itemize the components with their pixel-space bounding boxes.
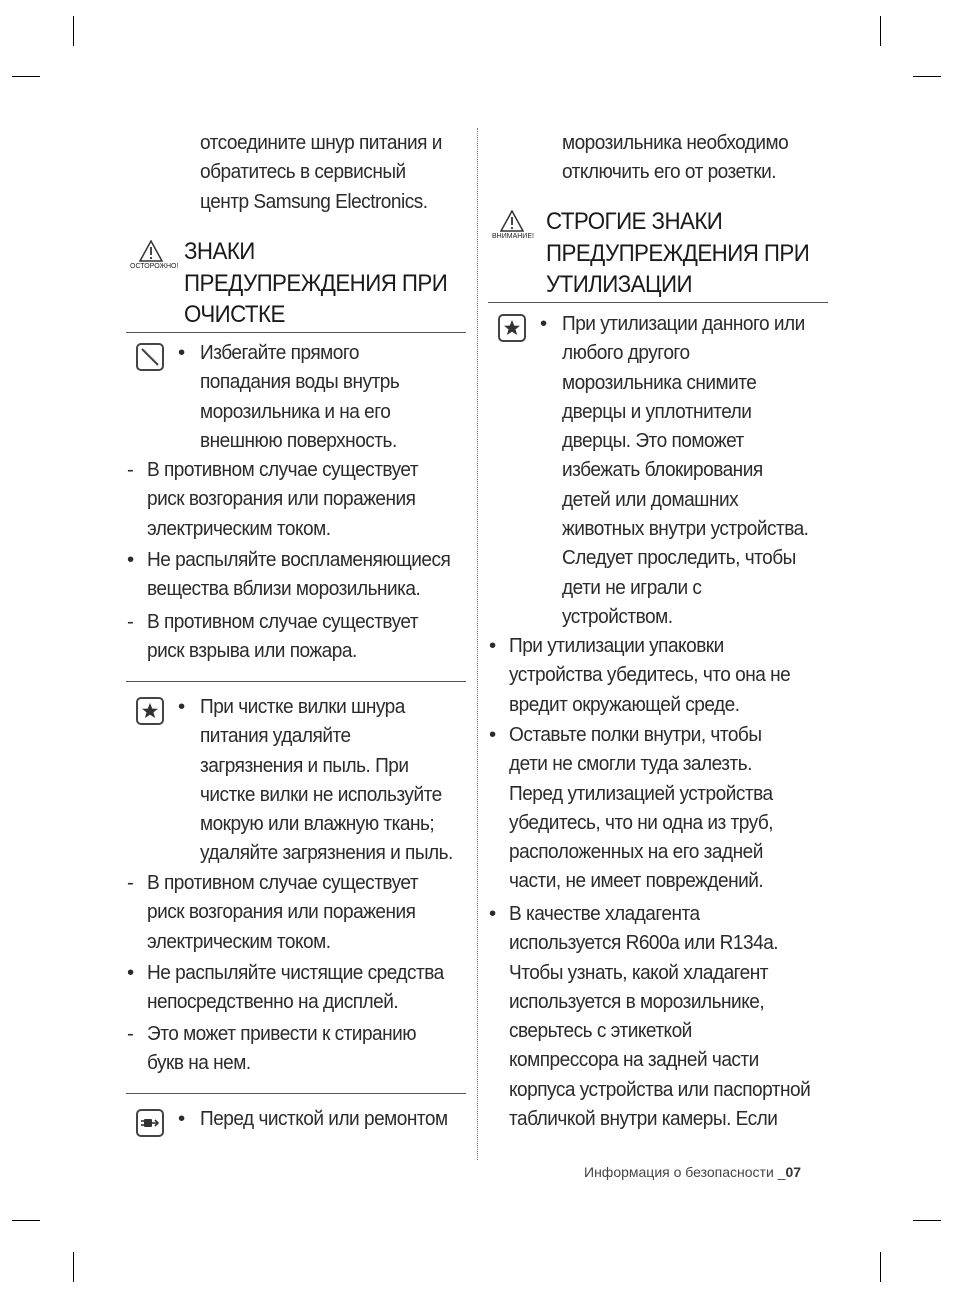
text-line: части, не имеет повреждений. (509, 869, 764, 893)
column-divider (477, 128, 478, 1160)
item-text (509, 899, 810, 1133)
text-line: электрическим током. (147, 929, 331, 953)
text-line: используется R600a или R134a. (509, 931, 779, 955)
text-line: попадания воды внутрь (200, 370, 400, 394)
text-line: риск возгорания или поражения (147, 487, 416, 511)
text-line: риск взрыва или пожара. (147, 639, 357, 663)
warning-triangle-icon (500, 210, 524, 232)
text-line: вещества вблизи морозильника. (147, 577, 421, 601)
text-line: В качестве хладагента (509, 902, 700, 925)
text-line: электрическим током. (147, 516, 331, 540)
prohibited-icon (136, 343, 164, 371)
text-line: риск возгорания или поражения (147, 900, 416, 924)
text-line: При чистке вилки шнура (200, 695, 405, 718)
text-line: Не распыляйте чистящие средства (147, 961, 444, 984)
heading-line: СТРОГИЕ ЗНАКИ (546, 208, 723, 235)
text-line: При утилизации данного или (562, 312, 805, 335)
item-text (509, 631, 790, 719)
text-line: Это может привести к стиранию (147, 1022, 417, 1045)
page-footer (584, 1164, 801, 1180)
heading-line: ПРЕДУПРЕЖДЕНИЯ ПРИ (546, 239, 810, 267)
text-line: удаляйте загрязнения и пыль. (200, 841, 453, 865)
text-line: Следует проследить, чтобы (562, 546, 796, 570)
item-text (200, 338, 399, 455)
text-line: сверьтесь с этикеткой (509, 1019, 692, 1043)
heading-line: УТИЛИЗАЦИИ (546, 271, 692, 298)
heading-line: ЗНАКИ (184, 238, 255, 265)
text-line: дверцы и уплотнители (562, 399, 752, 423)
text-line: обратитесь в сервисный (200, 160, 406, 184)
text-line: дети не смогли туда залезть. (509, 752, 752, 776)
text-line: корпуса устройства или паспортной (509, 1077, 811, 1101)
text-line: В противном случае существует (147, 610, 419, 633)
bullet-marker: • (127, 961, 134, 984)
warning-label: ВНИМАНИЕ! (492, 233, 534, 240)
text-line: устройства убедитесь, что она не (509, 663, 791, 687)
dash-marker: - (127, 458, 134, 481)
bullet-marker: • (489, 723, 496, 746)
right-heading (546, 206, 809, 301)
text-line: Перед чисткой или ремонтом (200, 1107, 448, 1130)
crop-mark (73, 16, 74, 46)
item-text (200, 1104, 448, 1133)
text-line: убедитесь, что ни одна из труб, (509, 810, 774, 834)
heading-rule (126, 332, 466, 333)
crop-mark (12, 1220, 40, 1221)
item-text (200, 692, 453, 868)
section-rule (126, 1093, 466, 1094)
text-line: центр Samsung Electronics. (200, 189, 428, 213)
crop-mark (880, 16, 881, 46)
dash-marker: - (127, 871, 134, 894)
text-line: компрессора на задней части (509, 1048, 759, 1072)
text-line: Избегайте прямого (200, 341, 359, 364)
bullet-marker: • (540, 312, 547, 335)
text-line: Чтобы узнать, какой хладагент (509, 960, 769, 984)
left-intro (200, 128, 442, 216)
item-text (147, 868, 418, 956)
text-line: морозильника снимите (562, 370, 757, 394)
text-line: Перед утилизацией устройства (509, 781, 773, 805)
footer-text: Информация о безопасности _ (584, 1164, 786, 1180)
heading-rule (488, 302, 828, 303)
star-icon (136, 697, 164, 725)
text-line: В противном случае существует (147, 871, 419, 894)
crop-mark (73, 1252, 74, 1282)
section-rule (126, 681, 466, 682)
item-text (147, 545, 450, 604)
crop-mark (913, 76, 941, 77)
text-line: букв на нем. (147, 1051, 251, 1075)
heading-line: ПРЕДУПРЕЖДЕНИЯ ПРИ (184, 269, 448, 297)
bullet-marker: • (178, 1107, 185, 1130)
text-line: табличкой внутри камеры. Если (509, 1107, 778, 1131)
dash-marker: - (127, 1022, 134, 1045)
text-line: загрязнения и пыль. При (200, 753, 409, 777)
crop-mark (913, 1220, 941, 1221)
text-line: мокрую или влажную ткань; (200, 812, 435, 836)
item-text (147, 607, 418, 666)
item-text (509, 720, 773, 896)
text-line: питания удаляйте (200, 724, 351, 748)
text-line: При утилизации упаковки (509, 634, 724, 657)
crop-mark (880, 1252, 881, 1282)
caution-sign (130, 240, 179, 274)
dash-marker: - (127, 610, 134, 633)
page-number: 07 (785, 1164, 802, 1180)
crop-mark (12, 76, 40, 77)
unplug-icon (136, 1109, 164, 1137)
item-text (562, 309, 808, 631)
text-line: детей или домашних (562, 487, 739, 511)
bullet-marker: • (178, 695, 185, 718)
text-line: отсоедините шнур питания и (200, 131, 442, 154)
text-line: непосредственно на дисплей. (147, 990, 399, 1014)
item-text (147, 455, 418, 543)
text-line: В противном случае существует (147, 458, 419, 481)
text-line: дверцы. Это поможет (562, 429, 744, 453)
text-line: избежать блокирования (562, 458, 763, 482)
caution-triangle-icon (139, 240, 163, 262)
warning-sign (491, 210, 535, 244)
text-line: устройством. (562, 604, 673, 628)
text-line: отключить его от розетки. (562, 160, 777, 184)
text-line: вредит окружающей среде. (509, 692, 740, 716)
item-text (147, 1019, 416, 1078)
bullet-marker: • (127, 548, 134, 571)
text-line: животных внутри устройства. (562, 517, 809, 541)
heading-line: ОЧИСТКЕ (184, 301, 285, 328)
bullet-marker: • (489, 902, 496, 925)
text-line: любого другого (562, 341, 690, 365)
text-line: используется в морозильнике, (509, 989, 765, 1013)
star-icon (498, 314, 526, 342)
caution-label: ОСТОРОЖНО! (130, 263, 179, 270)
bullet-marker: • (489, 634, 496, 657)
text-line: морозильника и на его (200, 399, 391, 423)
text-line: морозильника необходимо (562, 131, 789, 154)
bullet-marker: • (178, 341, 185, 364)
item-text (147, 958, 444, 1017)
text-line: дети не играли с (562, 575, 702, 599)
text-line: Оставьте полки внутри, чтобы (509, 723, 762, 746)
text-line: чистке вилки не используйте (200, 782, 442, 806)
text-line: расположенных на его задней (509, 840, 763, 864)
text-line: внешнюю поверхность. (200, 428, 397, 452)
right-intro (562, 128, 788, 187)
text-line: Не распыляйте воспламеняющиеся (147, 548, 451, 571)
left-heading (184, 236, 447, 331)
